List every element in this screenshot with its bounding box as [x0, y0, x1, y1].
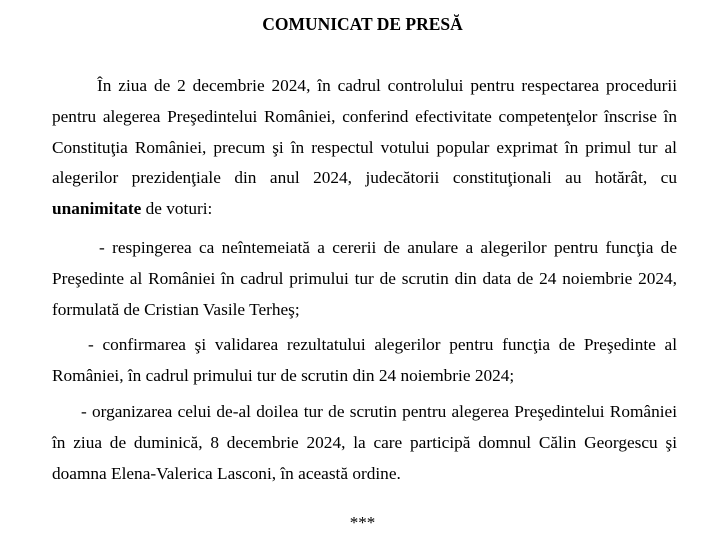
intro-emphasis: unanimitate: [52, 199, 142, 219]
decision-item-second-round: - organizarea celui de-al doilea tur de scrutin pentru alegerea Preşedintelui României în ziua de duminică, 8 decembrie 2024, la care participă domnul Călin Georgescu şi doamna Elena-Valerica Lasconi, în această ordine.: [52, 402, 677, 483]
intro-text-before: În ziua de 2 decembrie 2024, în cadrul controlului pentru respectarea procedurii pentru alegerea Preşedintelui României, conferind efectivitate competenţelor înscrise în Constituţia României, precum şi în respectul votului popular exprimat în primul tur al alegerilor prezidenţiale din anul 2024, judecătorii constituţionali au hotărât, cu: [52, 76, 677, 188]
decision-item-validation: - confirmarea şi validarea rezultatului alegerilor pentru funcţia de Preşedinte al României, în cadrul primului tur de scrutin din 24 noiembrie 2024;: [52, 335, 677, 385]
decision-item-rejection: - respingerea ca neîntemeiată a cererii de anulare a alegerilor pentru funcţia de Preşedinte al României în cadrul primului tur de scrutin din data de 24 noiembrie 2024, formulată de Cristian Vasile Terheş;: [52, 238, 677, 319]
intro-text-after: de voturi:: [141, 199, 213, 219]
document-title: COMUNICAT DE PRESĂ: [262, 14, 463, 34]
section-separator: ***: [349, 513, 376, 532]
intro-paragraph: [52, 71, 677, 225]
